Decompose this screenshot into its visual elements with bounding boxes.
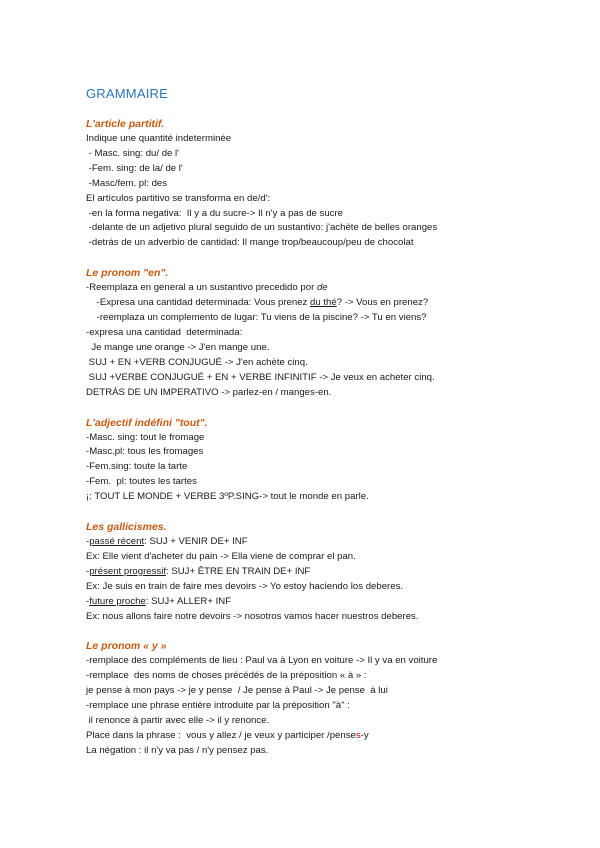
gallicisme-example: Ex: Elle vient d'acheter du pain -> Ella viene de comprar el pan. (86, 550, 356, 562)
gallicisme-label: passé récent (89, 536, 145, 548)
partitif-line: -Fem. sing: de la/ de l' (86, 162, 183, 174)
pronom-en-line-text: -Expresa una cantidad determinada: Vous prenez (86, 297, 310, 309)
partitif-line: -Masc/fem. pl: des (86, 177, 168, 189)
pronom-y-line: il renonce à partir avec elle -> il y renonce. (86, 715, 270, 727)
gallicisme-rule-text: : SUJ+ ÊTRE EN TRAIN DE+ INF (166, 565, 311, 577)
partitif-line: -en la forma negativa: Il y a du sucre-> Il n'y a pas de sucre (86, 207, 343, 219)
pronom-en-line-text: -Reemplaza en general a un sustantivo precedido por (86, 282, 317, 294)
section-heading-gallicismes: Les gallicismes. (86, 521, 167, 534)
place-text-end: -y (360, 730, 369, 741)
gallicisme-label: présent progressif (89, 565, 166, 577)
pronom-en-line (86, 296, 556, 311)
place-text: Place dans la phrase : vous y allez / je veux y participer /pense (86, 730, 356, 741)
tout-line: -Fem.sing: toute la tarte (86, 461, 188, 473)
pronom-en-line: -expresa una cantidad determinada: (86, 326, 243, 338)
partitif-line: - Masc. sing: du/ de l' (86, 147, 180, 159)
pronom-y-line: -remplace des compléments de lieu : Paul va à Lyon en voiture -> Il y va en voiture (86, 655, 438, 667)
pronom-y-line: -remplace des noms de choses précédés de la préposition « à » : (86, 670, 367, 682)
red-correction: s (355, 730, 361, 741)
section-heading-tout: L'adjectif indéfini "tout". (86, 416, 208, 429)
emphasis-de: de (316, 282, 328, 294)
partitif-line: -delante de un adjetivo plural seguido de un sustantivo: j'achète de belles oranges (86, 222, 438, 234)
gallicisme-example: Ex: Je suis en train de faire mes devoirs -> Yo estoy haciendo los deberes. (86, 580, 404, 592)
tout-line: -Masc. sing: tout le fromage (86, 431, 205, 443)
section-heading-pronom-y: Le pronom « y » (86, 640, 167, 653)
gallicisme-rule-text: : SUJ + VENIR DE+ INF (144, 536, 248, 548)
section-heading-pronom-en: Le pronom "en". (86, 267, 169, 280)
tout-line: ¡: TOUT LE MONDE + VERBE 3ºP.SING-> tout le monde en parle. (86, 491, 369, 503)
pronom-y-line: je pense à mon pays -> je y pense / Je pense à Paul -> Je pense à lui (86, 685, 388, 697)
pronom-en-line: SUJ + EN +VERB CONJUGUÉ -> J'en achète cinq. (86, 356, 308, 368)
partitif-line: Indique une quantité indeterminée (86, 133, 232, 144)
underlined-du-the: du thé (310, 297, 337, 309)
pronom-en-line: DETRÁS DE UN IMPERATIVO -> parlez-en / manges-en. (86, 386, 332, 398)
gallicisme-rule: -future proche: SUJ+ ALLER+ INF (86, 595, 232, 607)
gallicisme-rule: -présent progressif: SUJ+ ÊTRE EN TRAIN DE+ INF (86, 565, 311, 577)
tout-line: -Masc.pl: tous les fromages (86, 446, 204, 458)
gallicisme-label: future proche (89, 595, 146, 607)
partitif-line: El artículos partitivo se transforma en de/d': (86, 192, 271, 204)
section-heading-partitif: L'article partitif. (86, 118, 165, 130)
pronom-y-place-line (86, 729, 556, 744)
document-page (86, 86, 556, 759)
pronom-en-line: Je mange une orange -> J'en mange une. (86, 341, 270, 353)
pronom-en-line: -reemplaza un complemento de lugar: Tu viens de la piscine? -> Tu en viens? (86, 312, 427, 324)
pronom-en-line-text: ? -> Vous en prenez? (336, 297, 429, 309)
gallicisme-rule-text: : SUJ+ ALLER+ INF (145, 595, 232, 607)
tout-line: -Fem. pl: toutes les tartes (86, 476, 197, 488)
pronom-en-line (86, 281, 556, 296)
gallicisme-rule: -passé récent: SUJ + VENIR DE+ INF (86, 536, 248, 548)
pronom-en-line: SUJ +VERBE CONJUGUÉ + EN + VERBE INFINITIF -> Je veux en acheter cinq. (86, 371, 435, 383)
pronom-y-line: -remplace une phrase entière introduite par la préposition "à" : (86, 700, 350, 712)
page-title: GRAMMAIRE (86, 86, 168, 101)
partitif-line: -detrás de un adverbio de cantidad: Il mange trop/beaucoup/peu de chocolat (86, 237, 414, 249)
gallicisme-example: Ex: nous allons faire notre devoirs -> nosotros vamos hacer nuestros deberes. (86, 610, 419, 622)
pronom-y-negation: La négation : il n'y va pas / n'y pensez pas. (86, 744, 269, 756)
